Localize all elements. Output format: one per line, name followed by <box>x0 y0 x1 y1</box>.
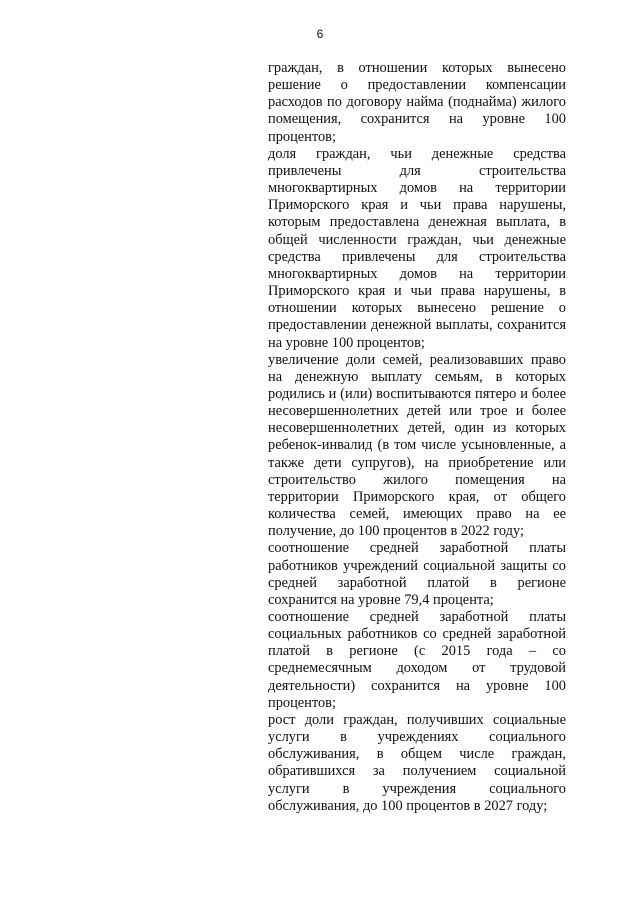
list-item: граждан, в отношении которых вынесено решение о предоставлении компенсации расходов по договору найма (поднайма) жилого помещения, сохранится на уровне 100 процентов; <box>268 60 566 145</box>
list-item: увеличение доли семей, реализовавших право на денежную выплату семьям, в которых родились и (или) воспитываются пятеро и более несовершеннолетних детей или трое и более несовершеннолетних детей, один из которых ребенок-инвалид (в том числе усыновленные, а также дети супругов), на приобретение или строительство жилого помещения на территории Приморского края, от общего количества семей, имеющих право на ее получение, до 100 процентов в 2022 году; <box>268 351 566 540</box>
list-item: рост доли граждан, получивших социальные услуги в учреждениях социального обслуживания, в общем числе граждан, обратившихся за получением социальной услуги в учреждения социального обслуживания, до 100 процентов в 2027 году; <box>268 711 566 814</box>
list-item: соотношение средней заработной платы работников учреждений социальной защиты со средней заработной платой в регионе сохранится на уровне 79,4 процента; <box>268 540 566 608</box>
list-item: доля граждан, чьи денежные средства привлечены для строительства многоквартирных домов на территории Приморского края и чьи права нарушены, которым предоставлена денежная выплата, в общей численности граждан, чьи денежные средства привлечены для строительства многоквартирных домов на территории Приморского края и чьи права нарушены, в отношении которых вынесено решение о предоставлении денежной выплаты, сохранится на уровне 100 процентов; <box>268 145 566 351</box>
document-body <box>268 60 566 815</box>
list-item: соотношение средней заработной платы социальных работников со средней заработной платой в регионе (с 2015 года – со среднемесячным доходом от трудовой деятельности) сохранится на уровне 100 процентов; <box>268 609 566 711</box>
page-number: 6 <box>316 27 324 41</box>
